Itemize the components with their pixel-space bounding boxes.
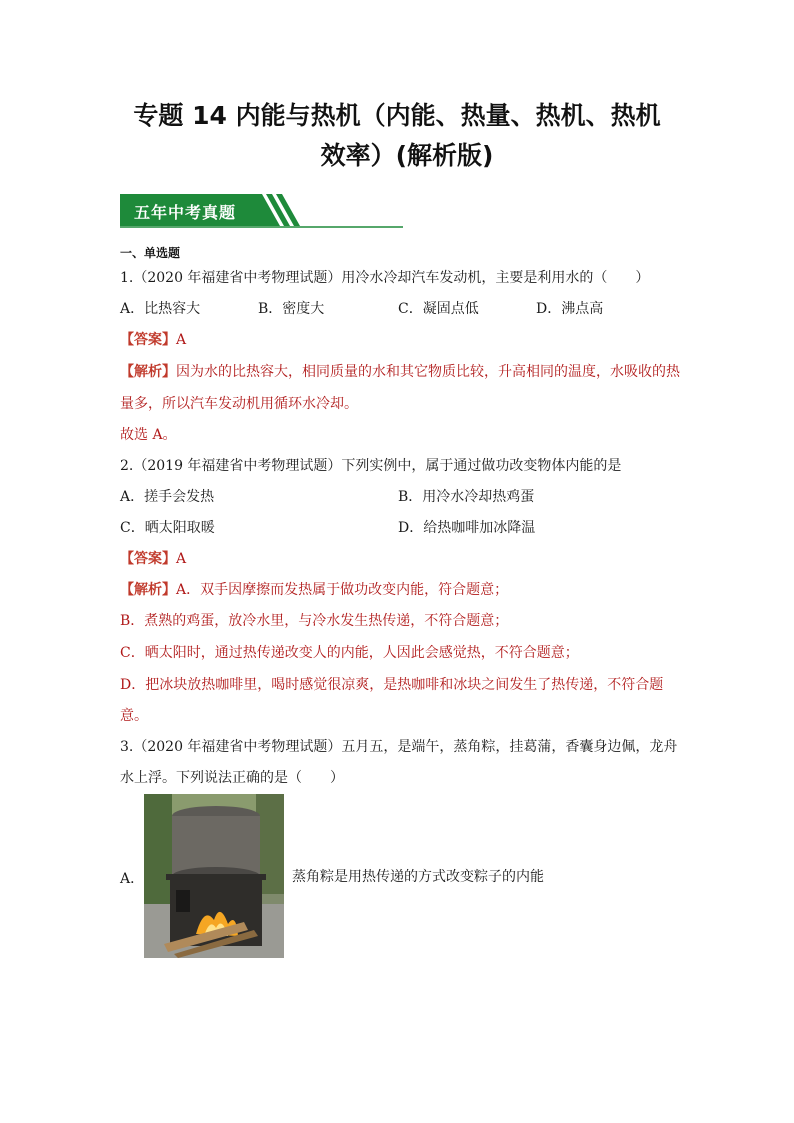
q1-answer [120,330,186,350]
steamer-photo-illustration [144,794,284,958]
q2-analysis-c: C．晒太阳时，通过热传递改变人的内能，人因此会感觉热，不符合题意； [120,645,579,661]
q2-option-b: B．用冷水冷却热鸡蛋 [398,489,535,505]
banner-label: 五年中考真题 [134,203,237,222]
q2-stem: 2.（2019 年福建省中考物理试题）下列实例中，属于通过做功改变物体内能的是 [120,458,622,474]
q2-option-c: C．晒太阳取暖 [120,520,215,536]
q3-option-a-label: A． [120,871,145,887]
q1-answer-tag: 【答案】 [120,332,176,348]
section-heading: 一、单选题 [120,246,181,260]
q2-analysis-d-2: 意。 [120,708,148,724]
q1-option-a: A．比热容大 [120,301,201,317]
q2-analysis-a-text: A．双手因摩擦而发热属于做功改变内能，符合题意； [176,582,509,598]
section-banner [120,192,405,230]
q1-analysis-tag: 【解析】 [120,364,176,380]
q1-conclusion: 故选 A。 [120,427,177,443]
q1-stem: 1.（2020 年福建省中考物理试题）用冷水冷却汽车发动机，主要是利用水的（ ） [120,270,650,286]
q1-option-d: D．沸点高 [536,301,604,317]
q3-stem-line-1: 3.（2020 年福建省中考物理试题）五月五，是端午，蒸角粽，挂葛蒲，香囊身边佩，龙舟 [120,739,678,755]
q2-option-a: A．搓手会发热 [120,489,215,505]
page-title [100,96,694,176]
q1-analysis-line-1 [120,362,680,382]
q2-analysis-b: B．煮熟的鸡蛋，放冷水里，与冷水发生热传递，不符合题意； [120,613,509,629]
q2-analysis-a [120,580,508,600]
q1-analysis-line-2: 量多，所以汽车发动机用循环水冷却。 [120,396,358,412]
q2-option-d: D．给热咖啡加冰降温 [398,520,536,536]
q2-analysis-tag: 【解析】 [120,582,176,598]
q2-answer-value: A [176,551,187,567]
q1-option-c: C．凝固点低 [398,301,479,317]
q3-stem-line-2: 水上浮。下列说法正确的是（ ） [120,770,344,786]
q1-analysis-text-1: 因为水的比热容大，相同质量的水和其它物质比较，升高相同的温度，水吸收的热 [176,364,680,380]
q2-answer [120,549,186,569]
title-line-2: 效率）(解析版) [320,141,494,170]
q1-answer-value: A [176,332,187,348]
q2-answer-tag: 【答案】 [120,551,176,567]
q1-option-b: B．密度大 [258,301,325,317]
steamer-photo [144,794,284,958]
q3-option-a-text: 蒸角粽是用热传递的方式改变粽子的内能 [292,869,544,885]
q2-analysis-d-1: D．把冰块放热咖啡里，喝时感觉很凉爽，是热咖啡和冰块之间发生了热传递，不符合题 [120,677,664,693]
title-line-1: 专题 14 内能与热机（内能、热量、热机、热机 [133,101,661,130]
